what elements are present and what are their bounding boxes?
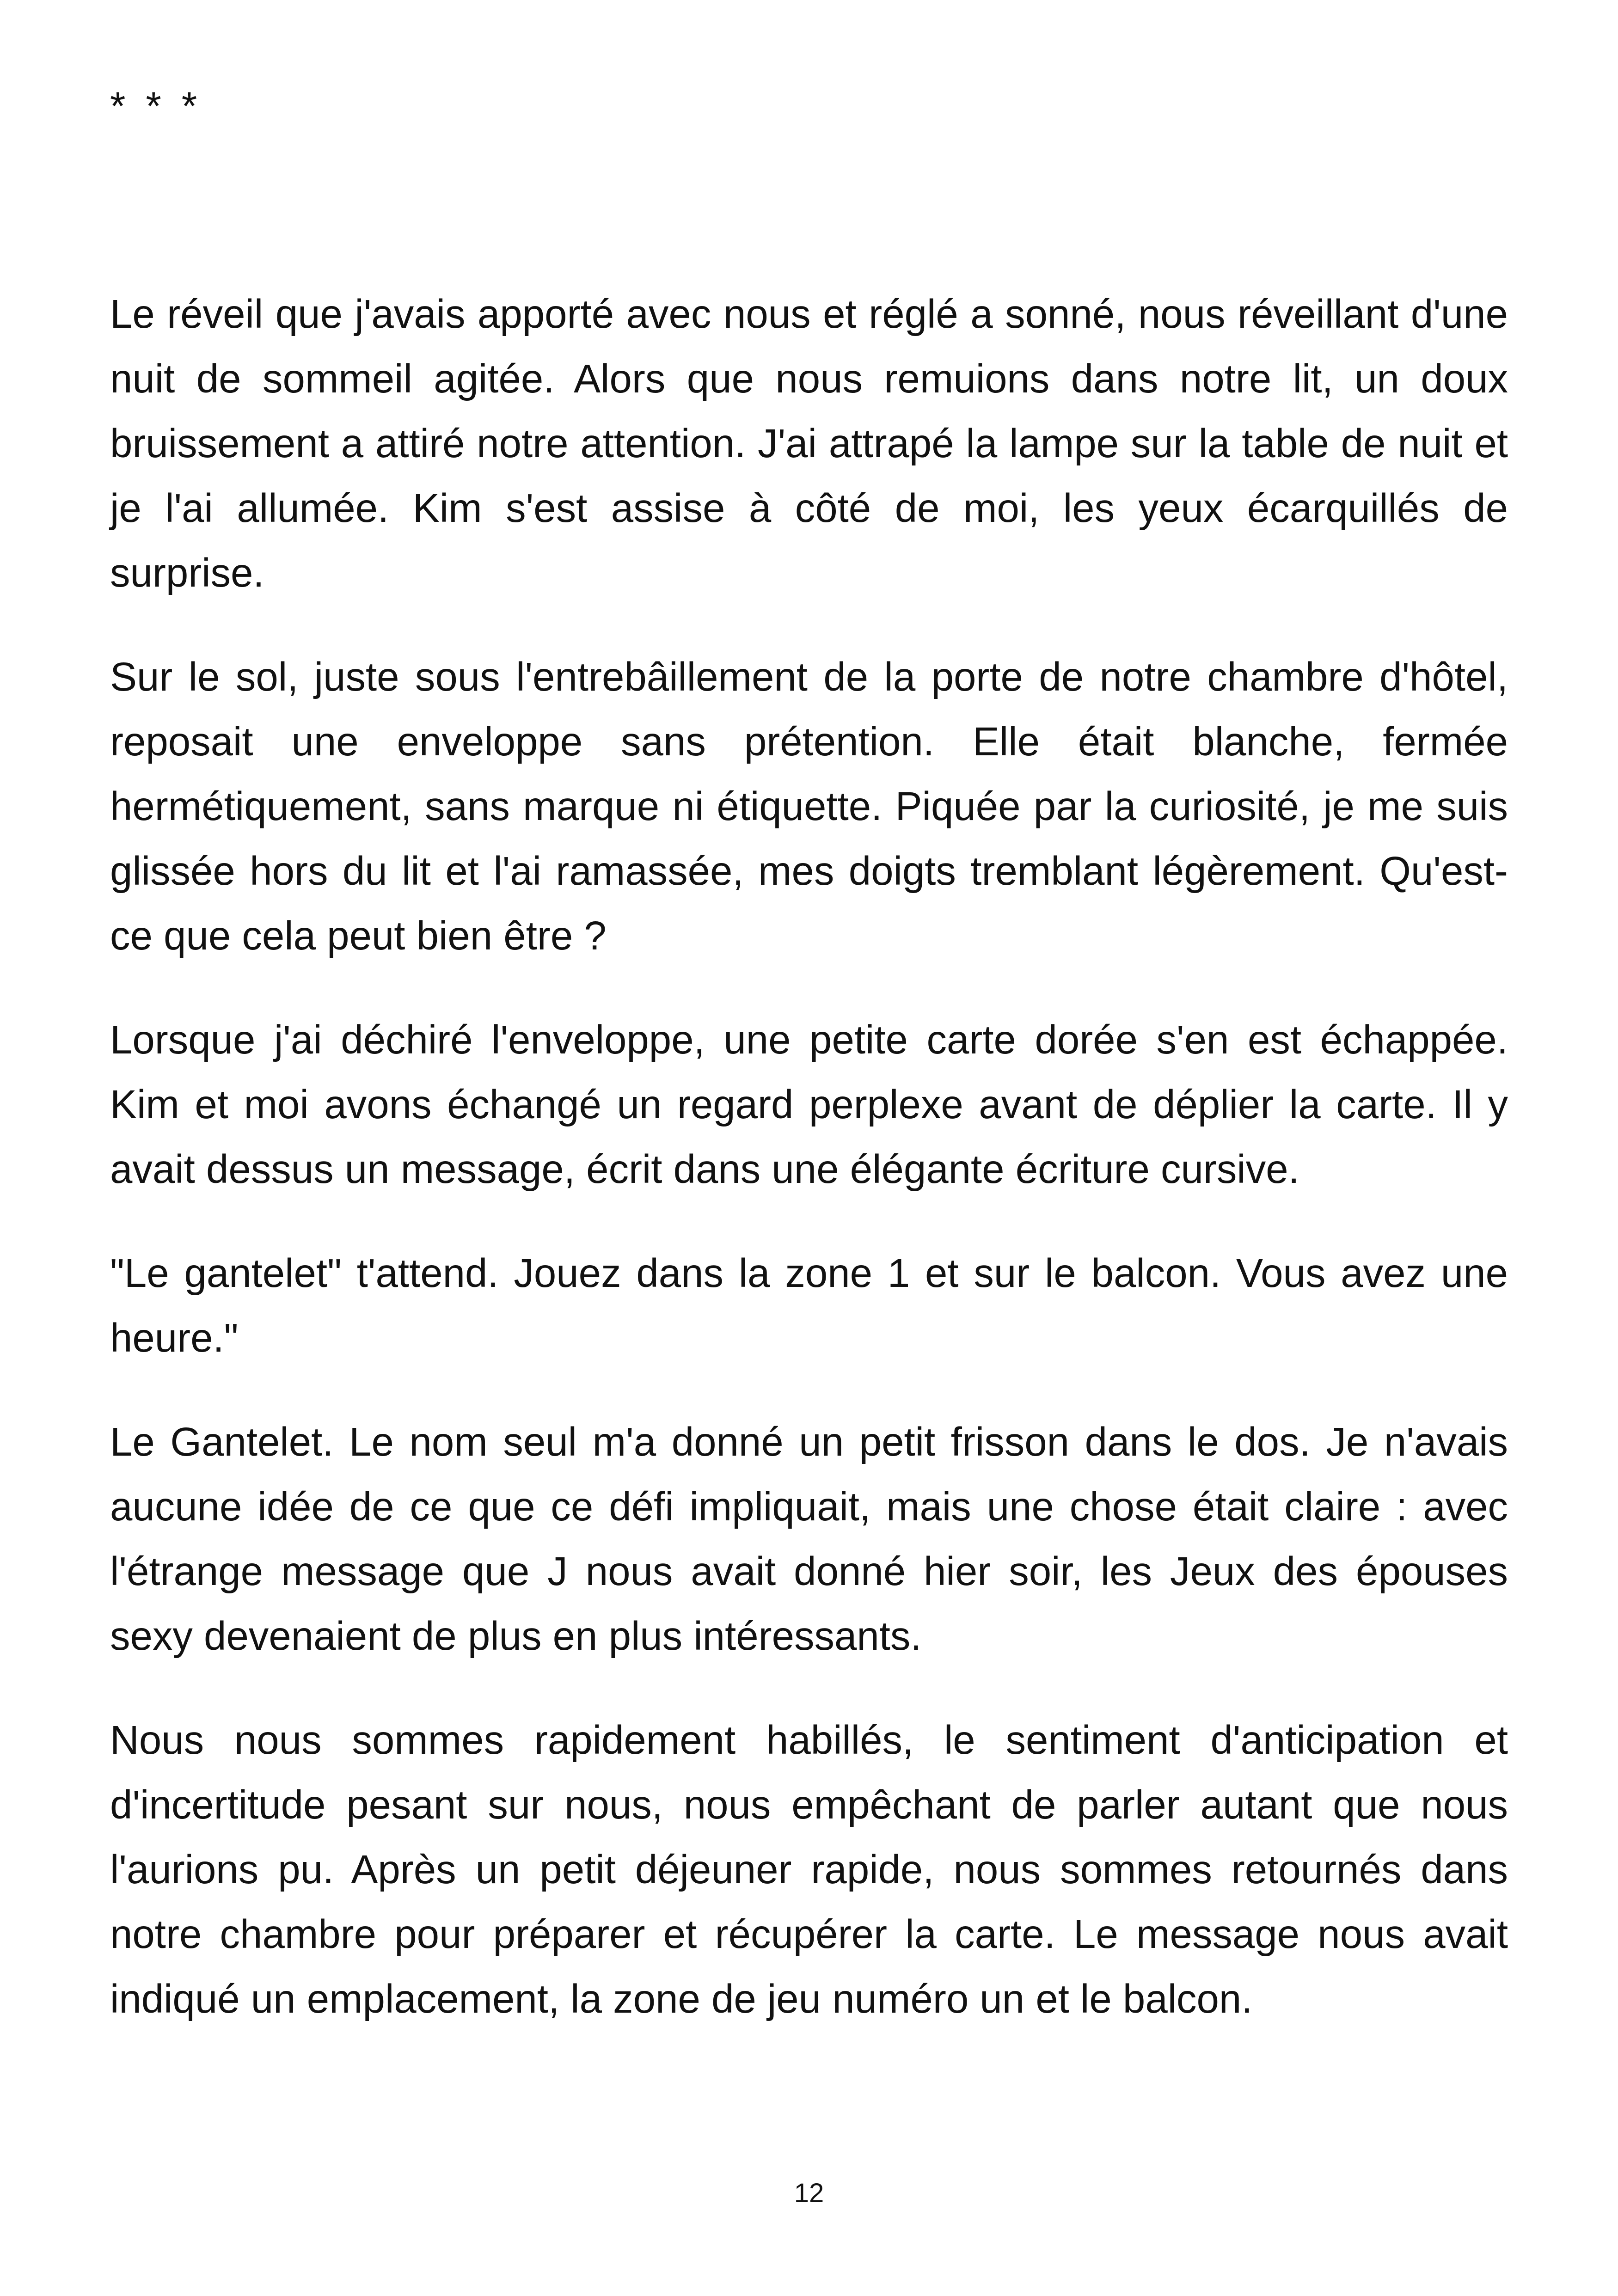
paragraph: Sur le sol, juste sous l'entrebâillement de la porte de notre chambre d'hôtel, reposait une enveloppe sans prétention. Elle était blanche, fermée hermétiquement, sans marque ni étiquette. Piquée par la curiosité, je me suis glissée hors du lit et l'ai ramassée, mes doigts tremblant légèrement. Qu'est-ce que cela peut bien être ? bbox=[110, 655, 1508, 958]
paragraph: Le Gantelet. Le nom seul m'a donné un petit frisson dans le dos. Je n'avais aucune idée de ce que ce défi impliquait, mais une chose était claire : avec l'étrange message que J nous avait donné hier soir, les Jeux des épouses sexy devenaient de plus en plus intéressants. bbox=[110, 1420, 1508, 1659]
body-text bbox=[110, 282, 1508, 2071]
paragraph: Lorsque j'ai déchiré l'enveloppe, une petite carte dorée s'en est échappée. Kim et moi avons échangé un regard perplexe avant de déplier la carte. Il y avait dessus un message, écrit dans une élégante écriture cursive. bbox=[110, 1017, 1508, 1192]
paragraph: Le réveil que j'avais apporté avec nous et réglé a sonné, nous réveillant d'une nuit de sommeil agitée. Alors que nous remuions dans notre lit, un doux bruissement a attiré notre attention. J'ai attrapé la lampe sur la table de nuit et je l'ai allumée. Kim s'est assise à côté de moi, les yeux écarquillés de surprise. bbox=[110, 292, 1508, 595]
section-separator: * * * bbox=[110, 84, 202, 129]
paragraph: Nous nous sommes rapidement habillés, le sentiment d'anticipation et d'incertitude pesant sur nous, nous empêchant de parler autant que nous l'aurions pu. Après un petit déjeuner rapide, nous sommes retournés dans notre chambre pour préparer et récupérer la carte. Le message nous avait indiqué un emplacement, la zone de jeu numéro un et le balcon. bbox=[110, 1718, 1508, 2021]
page-number: 12 bbox=[794, 2178, 824, 2208]
paragraph: "Le gantelet" t'attend. Jouez dans la zone 1 et sur le balcon. Vous avez une heure." bbox=[110, 1251, 1508, 1360]
